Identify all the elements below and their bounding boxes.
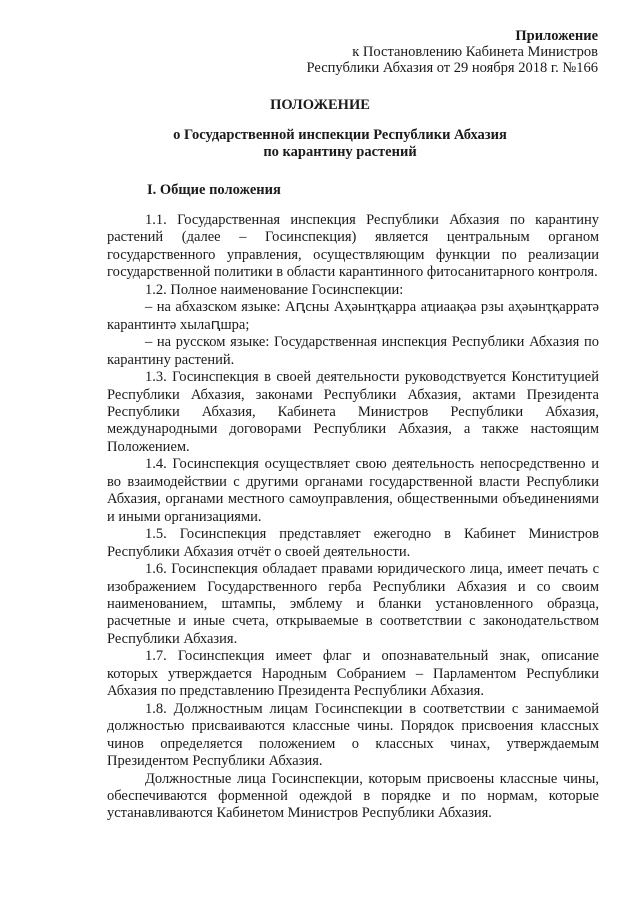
appendix-header (307, 28, 598, 76)
appendix-label: Приложение (515, 28, 598, 44)
paragraph-1-1: 1.1. Государственная инспекция Республики Абхазия по карантину растений (далее – Госинспекция) является центральным органом государственного управления, осуществляющим функции по реализации государственной политики в области карантинного фитосанитарного контроля. (107, 212, 599, 281)
paragraph-1-8: 1.8. Должностным лицам Госинспекции в соответствии с занимаемой должностью присваиваются классные чины. Порядок присвоения классных чинов определяется положением о классных чинах, утверждаемым Президентом Республики Абхазия. (107, 700, 599, 770)
section-heading: I. Общие положения (147, 182, 281, 198)
paragraph-1-3: 1.3. Госинспекция в своей деятельности руководствуется Конституцией Республики Абхазия, законами Республики Абхазия, актами Президента Республики Абхазия, Кабинета Министров Республики Абхазия, международными договорами Республики Абхазия, а также настоящим Положением. (107, 369, 599, 455)
paragraph-1-7: 1.7. Госинспекция имеет флаг и опознавательный знак, описание которых утверждается Народным Собранием – Парламентом Республики Абхазия по представлению Президента Республики Абхазия. (107, 648, 599, 700)
paragraph-uniforms: Должностные лица Госинспекции, которым присвоены классные чины, обеспечиваются форменной одеждой в порядке и по нормам, которые устанавливаются Кабинетом Министров Республики Абхазия. (107, 770, 599, 822)
paragraph-abkhaz-name: – на абхазском языке: Аԥсны Аҳәынҭқарра аҵиаақәа рзы аҳәынҭқарратә карантинтә хылаԥшра; (107, 299, 599, 333)
subtitle-line-2: по карантину растений (263, 144, 417, 160)
document-subtitle (60, 127, 620, 161)
paragraph-1-4: 1.4. Госинспекция осуществляет свою деятельность непосредственно и во взаимодействии с другими органами государственной власти Республики Абхазия, органами местного самоуправления, общественными объединениями и иными организациями. (107, 456, 599, 525)
appendix-line-1: к Постановлению Кабинета Министров (352, 44, 598, 60)
document-body (107, 212, 599, 823)
subtitle-line-1: о Государственной инспекции Республики Абхазия (173, 127, 507, 143)
document-title: ПОЛОЖЕНИЕ (270, 97, 370, 113)
paragraph-1-2: 1.2. Полное наименование Госинспекции: (145, 281, 404, 298)
appendix-line-2: Республики Абхазия от 29 ноября 2018 г. №166 (306, 60, 598, 76)
paragraph-1-6: 1.6. Госинспекция обладает правами юридического лица, имеет печать с изображением Государственного герба Республики Абхазия и со своим наименованием, штампы, эмблему и бланки установленного образца, расчетные и иные счета, открываемые в соответствии с законодательством Республики Абхазия. (107, 561, 599, 647)
paragraph-1-5: 1.5. Госинспекция представляет ежегодно в Кабинет Министров Республики Абхазия отчёт о своей деятельности. (107, 526, 599, 560)
paragraph-russian-name: – на русском языке: Государственная инспекция Республики Абхазия по карантину растений. (107, 334, 599, 368)
